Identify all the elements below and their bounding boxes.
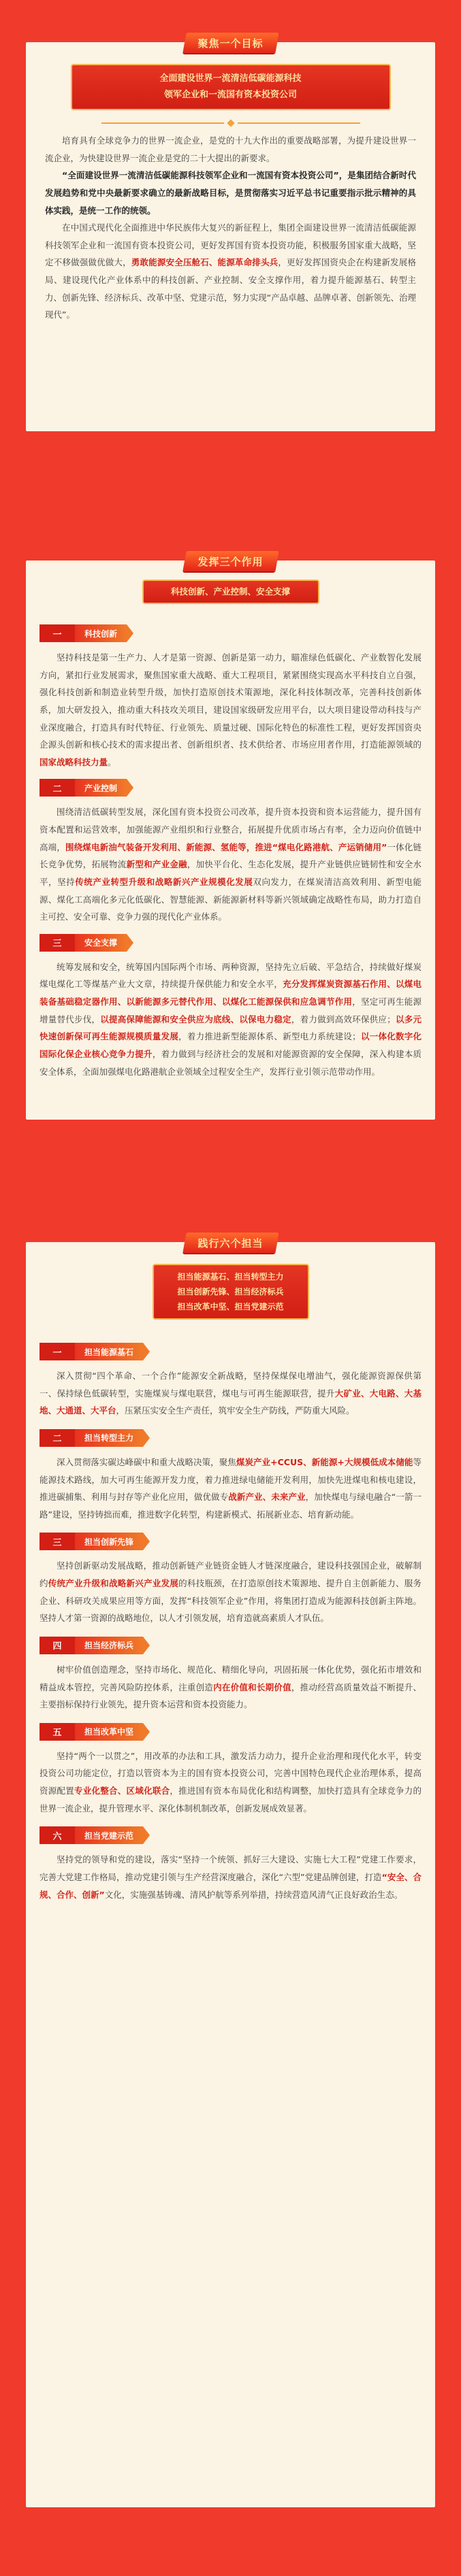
roles-banner: 科技创新、产业控制、安全支撑 — [142, 580, 319, 604]
goal-paragraph-1: 培育具有全球竞争力的世界一流企业，是党的十九大作出的重要战略部署，为提升建设世界一流企业，为快建设世界一流企业是党的二十大提出的新要求。 — [45, 135, 416, 163]
goal-paragraph-2: “全面建设世界一流清洁低碳能源科技领军企业和一流国有资本投资公司”，是集团结合新时代发展趋势和党中央最新要求确立的最新战略目标，是贯彻落实习近平总书记重要指示批示精神的具体实践，是统一工作的统领。 — [45, 170, 416, 216]
goal-banner-line2: 领军企业和一流国有资本投资公司 — [163, 90, 297, 100]
section-roles — [26, 555, 435, 1120]
goal-banner — [71, 64, 391, 110]
section-duties-title: 践行六个担当 — [185, 1233, 277, 1253]
duty-1-heading: 一 担当能源基石 — [39, 1343, 422, 1360]
section-roles-title: 发挥三个作用 — [185, 551, 277, 571]
section-goal-title: 聚焦一个目标 — [185, 33, 277, 53]
section-goal — [26, 37, 435, 431]
goal-divider — [26, 120, 435, 127]
duty-3-text: 坚持创新驱动发展战略，推动创新链产业链资金链人才链深度融合，建设科技强国企业，破解制约传统产业升级和战略新兴产业发展的科技瓶颈，在打造原创技术策源地、提升自主创新能力、服务企业、科研攻关成果应用等方面，发挥“科技领军企业”作用，将集团打造成为能源科技创新主阵地。坚持人才第一资源的战略地位，以人才引领发展，培育造就高素质人才队伍。 — [39, 1560, 422, 1624]
duty-5-text: 坚持“两个一以贯之”，用改革的办法和工具，激发活力动力，提升企业治理和现代化水平，转变投资公司功能定位，打造以管资本为主的国有资本投资公司，完善中国特色现代企业治理体系，提高资源配置专业化整合、区域化联合，推进国有资本布局优化和结构调整，加快打造具有全球竞争力的世界一流企业，提升管理水平、深化体制机制改革，创新发展成效显著。 — [39, 1750, 422, 1813]
duty-4-text: 树牢价值创造理念，坚持市场化、规范化、精细化导向，巩固拓展一体化优势，强化拓市增效和精益成本管控，完善风险防控体系，注重创造内在价值和长期价值，推动经营高质量效益不断提升、主要指标保持行业领先，提升资本运营和资本投资能力。 — [39, 1664, 422, 1710]
role-2-heading: 二 产业控制 — [39, 779, 422, 797]
role-1-heading: 一 科技创新 — [39, 624, 422, 642]
role-2-text: 围绕清洁低碳转型发展，深化国有资本投资公司改革，提升资本投资和资本运营能力，提升国有资本配置和运营效率，加强能源产业组织和行业整合，拓展提升优质市场占有率，全力迈向价值链中高端，围绕煤电新油气装备开发利用、新能源、氢能等，推进“煤电化路港航、产运销储用”一体化链长竞争优势，拓展物流新型和产业金融，加快平台化、生态化发展，提升产业链供应链韧性和安全水平，坚持传统产业转型升级和战略新兴产业规模化发展双向发力，在煤炭清洁高效利用、新型电能源、煤化工高端化多元化低碳化、智慧能源、新能源新材料等新兴领域确定战略性布局，助力打造自主可控、安全可靠、竞争力强的现代化产业体系。 — [39, 807, 422, 922]
duty-2-heading: 二 担当转型主力 — [39, 1429, 422, 1447]
duty-2-text: 深入贯彻落实碳达峰碳中和重大战略决策，聚焦煤炭产业+CCUS、新能源+大规模低成本储能等能源技术路线，加大可再生能源开发力度，着力推进绿电储能开发利用，加快先进煤电和核电建设，推进碳捕集、利用与封存等产业化应用，做优做专战新产业、未来产业，加快煤电与绿电融合“一箭一路”建设，坚持铸拙而难，推进数字化转型，构建新模式、拓展新业态、培育新动能。 — [39, 1456, 422, 1520]
role-3-text: 统筹发展和安全，统筹国内国际两个市场、两种资源，坚持先立后破、平急结合，持续做好煤炭煤电煤化工等煤基产业大文章，持续提升保供能力和安全水平，充分发挥煤炭资源基石作用、以煤电装备基础稳定器作用、以新能源多元替代作用、以煤化工能源保供和应急调节作用，坚定可再生能源增量替代步伐，以提高保障能源和安全供应为底线、以保电力稳定，着力做到高效环保供应；以多元快速创新保可再生能源规模质量发展，着力推进新型能源体系、新型电力系统建设；以一体化数字化国际化保企业核心竞争力提升，着力做到与经济社会的发展和对能源资源的安全保障，深入构建本质安全体系，全面加强煤电化路港航企业领域全过程安全生产，发挥行业引领示范带动作用。 — [39, 961, 422, 1077]
duty-5-heading: 五 担当改革中坚 — [39, 1723, 422, 1741]
section-duties — [26, 1237, 435, 2507]
role-1-text: 坚持科技是第一生产力、人才是第一资源、创新是第一动力，瞄准绿色低碳化、产业数智化发展方向，紧扣行业发展需求，聚焦国家重大战略、重大工程项目，紧紧围绕实现高水平科技自立自强，强化科技创新和制造业转型升级，加快打造原创技术策源地，深化科技体制改革，完善科技创新体系，加大研发投入，推动重大科技攻关项目，建设国家级研发应用平台，以大项目建设带动科技与产业深度融合，打造具有时代特征、行业领先、质量过硬、国际化特色的标准性工程，更好发挥国资央企源头创新和核心技术的需求提出者、创新组织者、技术供给者、市场应用者作用，打造能源领域的国家战略科技力量。 — [39, 652, 422, 767]
goal-banner-line1: 全面建设世界一流清洁低碳能源科技 — [159, 73, 302, 84]
duty-3-heading: 三 担当创新先锋 — [39, 1533, 422, 1550]
duty-4-heading: 四 担当经济标兵 — [39, 1637, 422, 1654]
goal-paragraph-3: 在中国式现代化全面推进中华民族伟大复兴的新征程上，集团全面建设世界一流清洁低碳能源科技领军企业和一流国有资本投资公司，更好发挥国有资本投资功能，积极服务国家重大战略，坚定不移做强做优做大，勇敢能源安全压舱石、能源革命排头兵，更好发挥国资央企在构建新发展格局、建设现代化产业体系中的科技创新、产业控制、安全支撑作用，着力提升能源基石、转型主力、创新先锋、经济标兵、改革中坚、党建示范，努力实现“产品卓越、品牌卓著、创新领先、治理现代”。 — [45, 222, 416, 320]
duties-banner: 担当能源基石、担当转型主力 担当创新先锋、担当经济标兵 担当改革中坚、担当党建示范 — [153, 1264, 309, 1320]
duty-6-text: 坚持党的领导和党的建设，落实“坚持一个统领、抓好三大建设、实施七大工程”党建工作要求，完善大党建工作格局，推动党建引领与生产经营深度融合，深化“六型”党建品牌创建，打造“安全、合规、合作、创新”文化，实施强基铸魂、清风护航等系列举措，持续营造风清气正良好政治生态。 — [39, 1854, 422, 1900]
role-3-heading: 三 安全支撑 — [39, 934, 422, 952]
duty-6-heading: 六 担当党建示范 — [39, 1826, 422, 1844]
duty-1-text: 深入贯彻“四个革命、一个合作”能源安全新战略，坚持保煤保电增油气，强化能源资源保供第一、保持绿色低碳转型，实施煤炭与煤电联营，煤电与可再生能源联营，提升大矿业、大电路、大基地、大通道、大平台，压紧压实安全生产责任，筑牢安全生产防线，严防重大风险。 — [39, 1371, 422, 1416]
